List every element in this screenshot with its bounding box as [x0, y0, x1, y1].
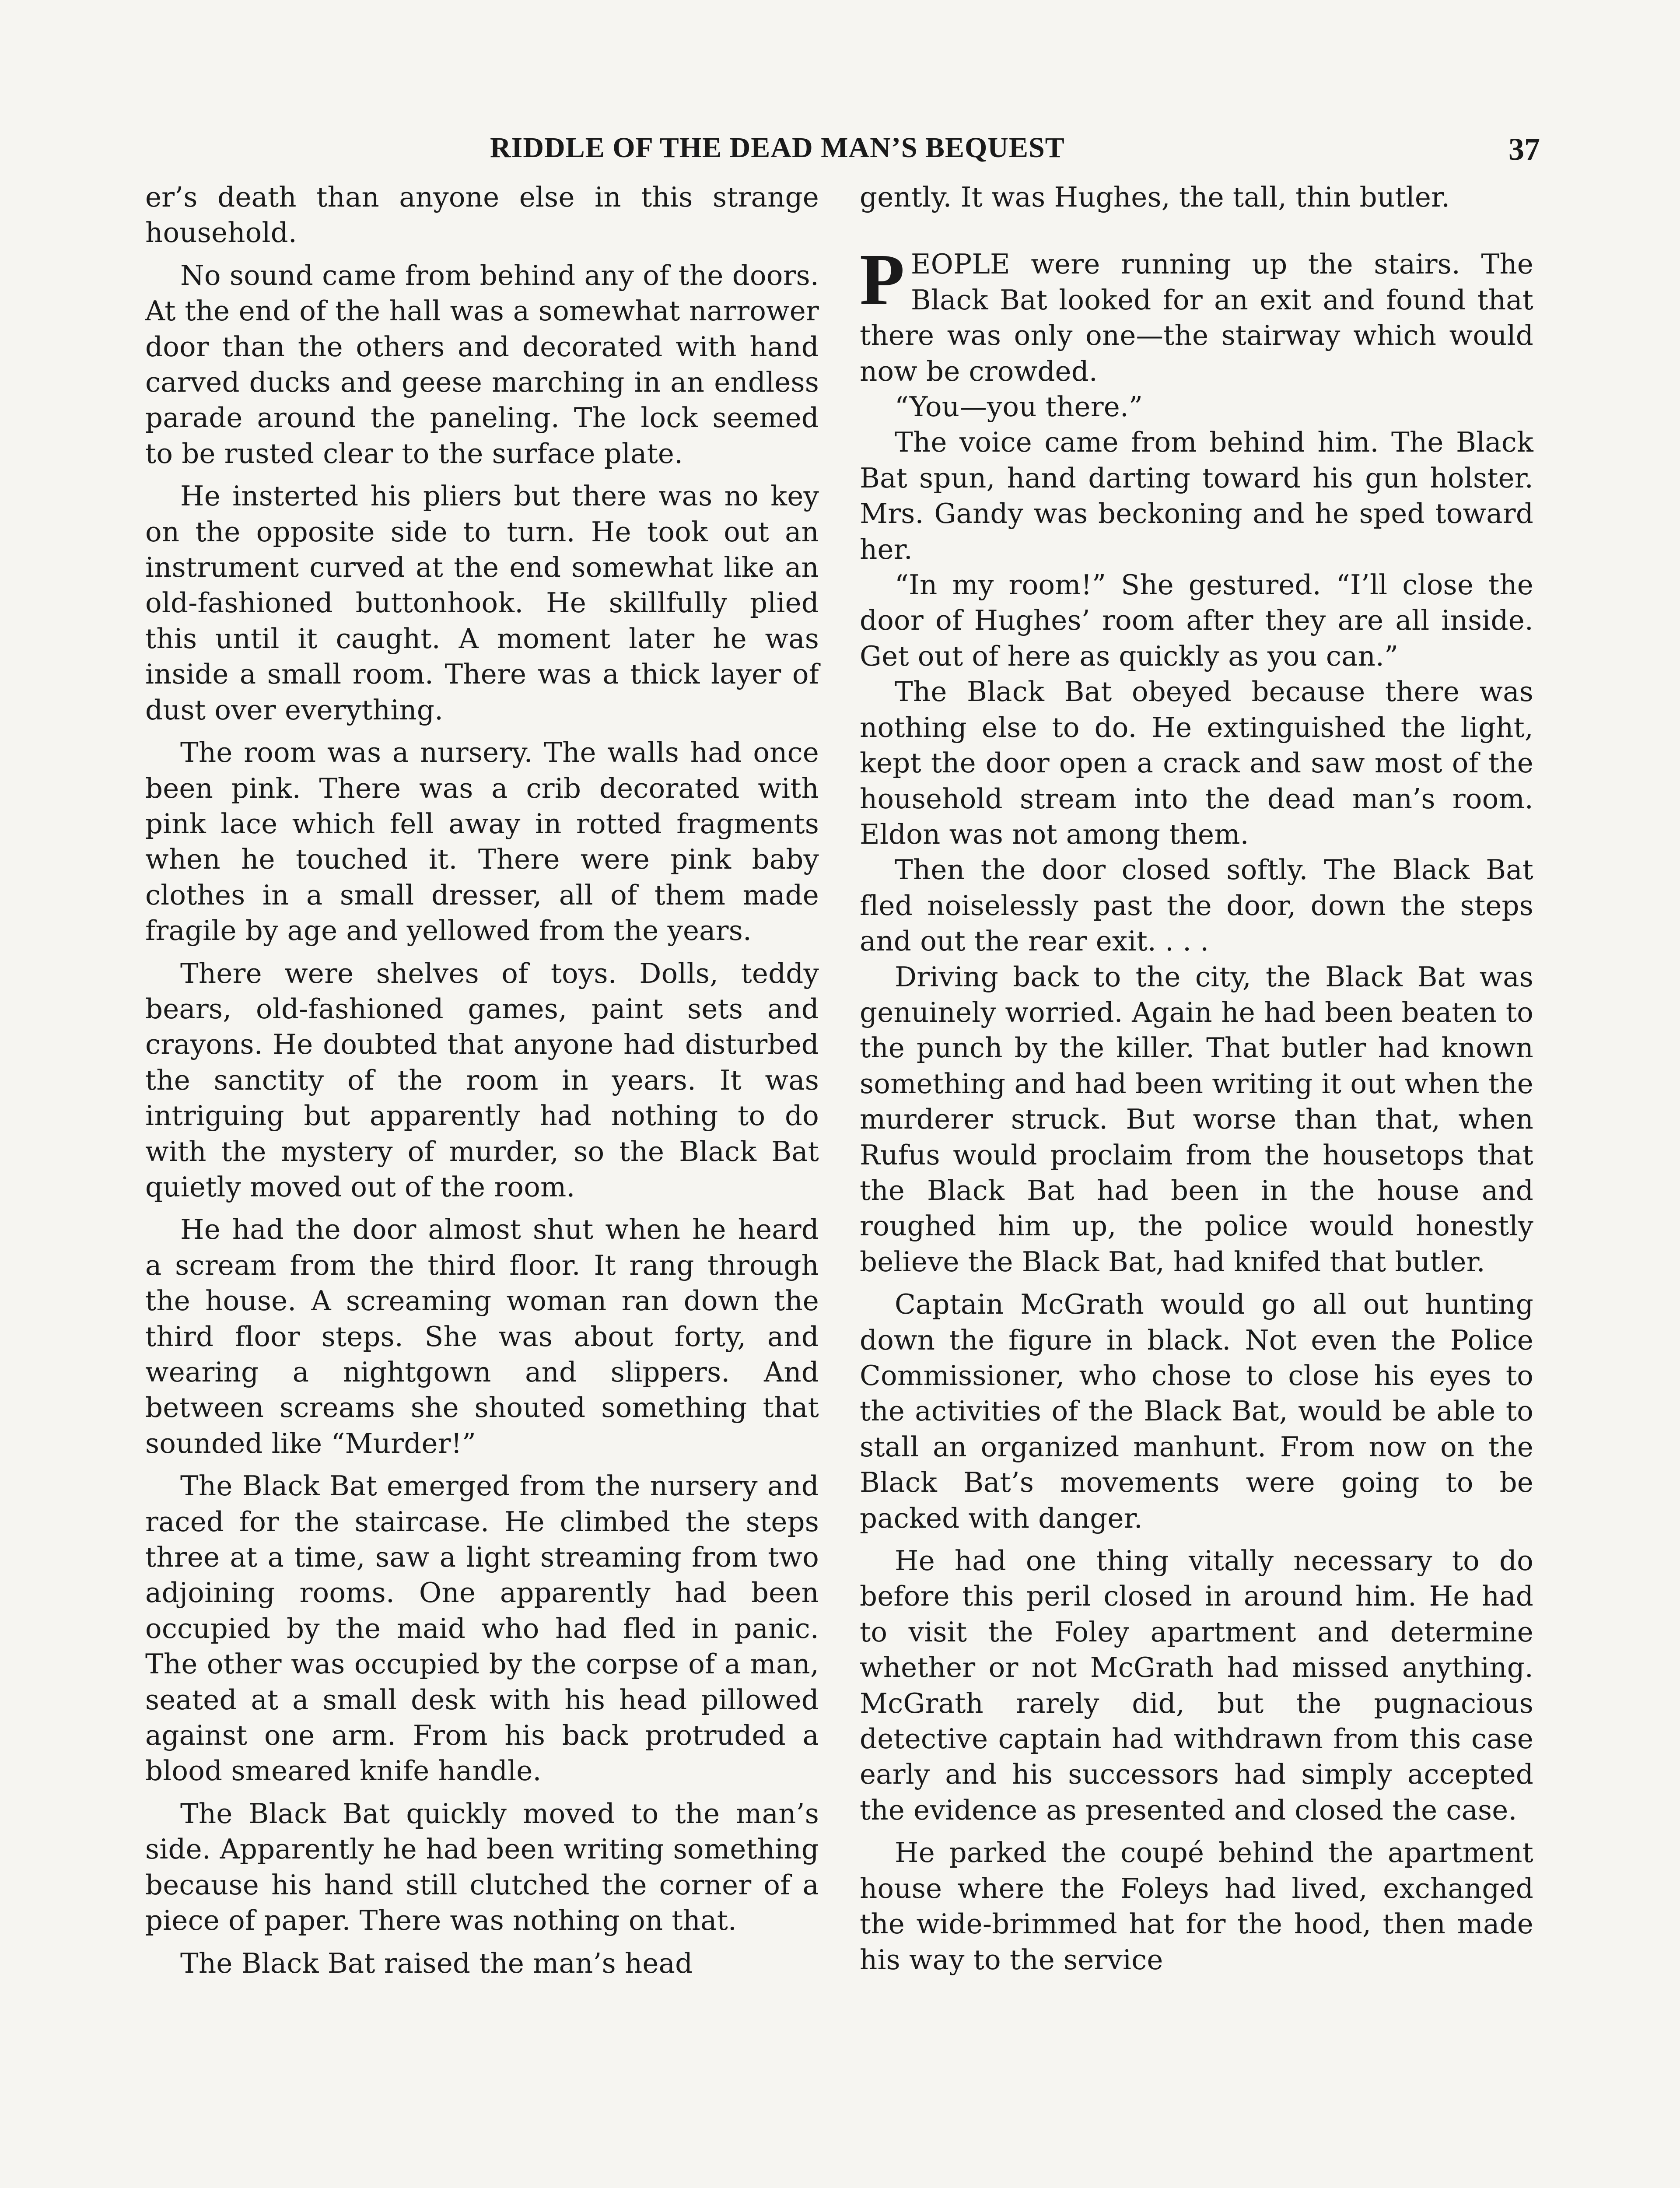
paragraph: There were shelves of toys. Dolls, teddy bears, old-fashioned games, paint sets and crayons. He doubted that anyone had disturbed the sanctity of the room in years. It was intriguing but apparently had nothing to do with the mystery of murder, so the Black Bat quietly moved out of the room.	[145, 957, 819, 1203]
paragraph: No sound came from behind any of the doors. At the end of the hall was a somewhat narrower door than the others and decorated with hand carved ducks and geese marching in an endless parade around the paneling. The lock seemed to be rusted clear to the surface plate.	[145, 259, 819, 470]
section-opening-paragraph	[860, 239, 1533, 389]
paragraph: “In my room!” She gestured. “I’ll close the door of Hughes’ room after they are all inside. Get out of here as quickly as you can.”	[860, 569, 1533, 672]
paragraph: The Black Bat quickly moved to the man’s side. Apparently he had been writing something because his hand still clutched the corner of a piece of paper. There was nothing on that.	[145, 1797, 819, 1937]
paragraph-text: EOPLE were running up the stairs. The Black Bat looked for an exit and found that there was only one—the stairway which would now be crowded.	[860, 248, 1533, 387]
paragraph: The Black Bat raised the man’s head	[180, 1947, 693, 1979]
paragraph: The voice came from behind him. The Black Bat spun, hand darting toward his gun holster. Mrs. Gandy was beckoning and he sped toward her.	[860, 426, 1533, 565]
paragraph: Driving back to the city, the Black Bat was genuinely worried. Again he had been beaten to the punch by the killer. That butler had known something and had been writing it out when the murderer struck. But worse than that, when Rufus would proclaim from the housetops that the Black Bat had been in the house and roughed him up, the police would honestly believe the Black Bat, had knifed that butler.	[860, 961, 1533, 1278]
paragraph: gently. It was Hughes, the tall, thin butler.	[860, 181, 1450, 213]
left-column	[145, 179, 819, 1981]
paragraph: Captain McGrath would go all out hunting down the figure in black. Not even the Police Commissioner, who chose to close his eyes to the activities of the Black Bat, would be able to stall an organized manhunt. From now on the Black Bat’s movements were going to be packed with danger.	[860, 1288, 1533, 1534]
paragraph: er’s death than anyone else in this strange household.	[145, 181, 819, 249]
paragraph: The room was a nursery. The walls had once been pink. There was a crib decorated with pink lace which fell away in rotted fragments when he touched it. There were pink baby clothes in a small dresser, all of them made fragile by age and yellowed from the years.	[145, 736, 819, 947]
paragraph: The Black Bat obeyed because there was nothing else to do. He extinguished the light, kept the door open a crack and saw most of the household stream into the dead man’s room. Eldon was not among them.	[860, 676, 1533, 850]
page-number: 37	[1508, 132, 1540, 167]
running-title: RIDDLE OF THE DEAD MAN’S BEQUEST	[490, 132, 1065, 164]
paragraph: He insterted his pliers but there was no key on the opposite side to turn. He took out an instrument curved at the end somewhat like an old-fashioned buttonhook. He skillfully plied this until it caught. A moment later he was inside a small room. There was a thick layer of dust over everything.	[145, 480, 819, 726]
right-column	[860, 179, 1533, 1978]
paragraph: “You—you there.”	[895, 391, 1143, 423]
paragraph: Then the door closed softly. The Black Bat fled noiselessly past the door, down the steps and out the rear exit. . . .	[860, 854, 1533, 957]
page-header	[140, 131, 1540, 175]
paragraph: The Black Bat emerged from the nursery and raced for the staircase. He climbed the steps three at a time, saw a light streaming from two adjoining rooms. One apparently had been occupied by the maid who had fled in panic. The other was occupied by the corpse of a man, seated at a small desk with his head pillowed against one arm. From his back protruded a blood smeared knife handle.	[145, 1470, 819, 1787]
paragraph: He had the door almost shut when he heard a scream from the third floor. It rang through the house. A screaming woman ran down the third floor steps. She was about forty, and wearing a nightgown and slippers. And between screams she shouted something that sounded like “Murder!”	[145, 1213, 819, 1459]
drop-cap: P	[860, 239, 905, 321]
paragraph: He parked the coupé behind the apartment house where the Foleys had lived, exchanged the wide-brimmed hat for the hood, then made his way to the service	[860, 1837, 1533, 1976]
paragraph: He had one thing vitally necessary to do before this peril closed in around him. He had to visit the Foley apartment and determine whether or not McGrath had missed anything. McGrath rarely did, but the pugnacious detective captain had withdrawn from this case early and his successors had simply accepted the evidence as presented and closed the case.	[860, 1545, 1533, 1826]
